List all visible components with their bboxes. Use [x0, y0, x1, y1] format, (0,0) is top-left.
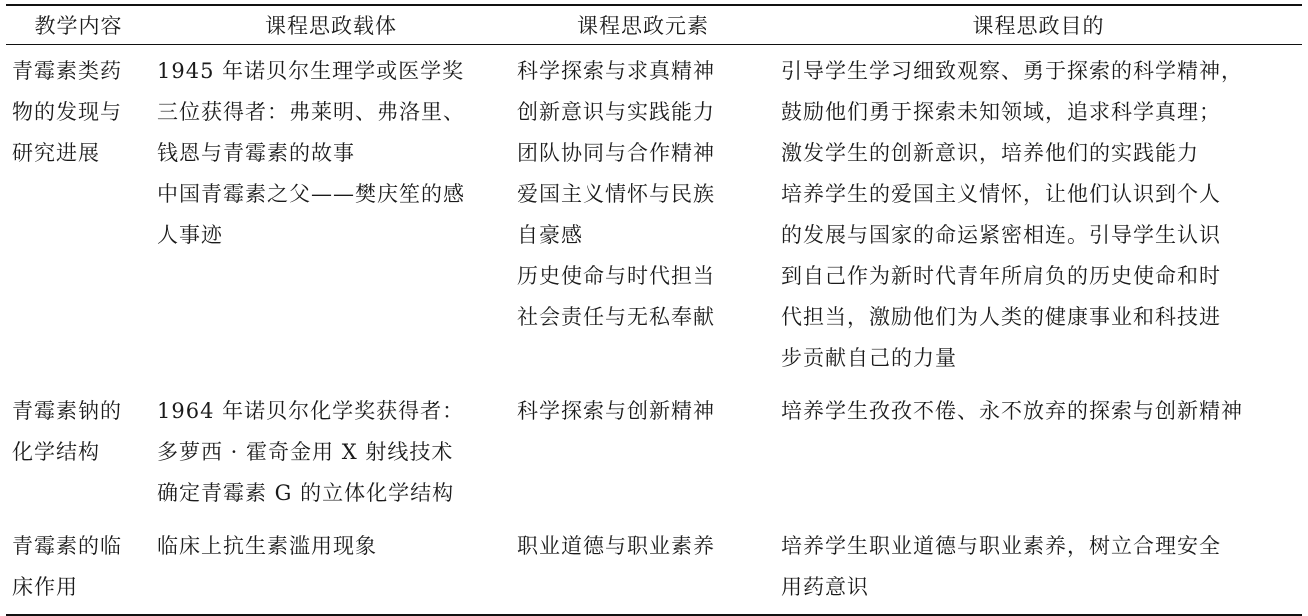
- text-line: 用药意识: [781, 575, 869, 599]
- table-row: [6, 45, 1302, 386]
- header-row: [6, 5, 1302, 45]
- cell-elements: [511, 385, 775, 520]
- text-line: 培养学生孜孜不倦、永不放弃的探索与创新精神: [781, 399, 1243, 423]
- table-row: [6, 385, 1302, 520]
- text-line: 鼓励他们勇于探索未知领域，追求科学真理；: [781, 100, 1221, 124]
- header-purpose: 课程思政目的: [972, 14, 1105, 38]
- text-line: 青霉素钠的: [12, 399, 122, 423]
- text-line: 引导学生学习细致观察、勇于探索的科学精神，: [781, 59, 1243, 83]
- text-line: 职业道德与职业素养: [517, 534, 715, 558]
- text-line: 青霉素的临: [12, 534, 122, 558]
- text-line: 创新意识与实践能力: [517, 100, 715, 124]
- text-line: 自豪感: [517, 223, 583, 247]
- text-line: 步贡献自己的力量: [781, 346, 957, 370]
- text-line: 到自己作为新时代青年所肩负的历史使命和时: [781, 264, 1221, 288]
- text-line: 1964 年诺贝尔化学奖获得者：: [157, 399, 465, 423]
- text-line: 代担当，激励他们为人类的健康事业和科技进: [781, 305, 1221, 329]
- text-line: 物的发现与: [12, 100, 122, 124]
- text-line: 科学探索与求真精神: [517, 59, 715, 83]
- cell-carrier: [151, 520, 511, 615]
- cell-content: [6, 45, 151, 386]
- text-line: 三位获得者：弗莱明、弗洛里、: [157, 100, 465, 124]
- cell-carrier: [151, 385, 511, 520]
- text-line: 化学结构: [12, 440, 100, 464]
- text-line: 中国青霉素之父——樊庆笙的感: [157, 182, 465, 206]
- text-line: 的发展与国家的命运紧密相连。引导学生认识: [781, 223, 1221, 247]
- table-header: [6, 5, 1302, 45]
- header-carrier: 课程思政载体: [265, 14, 397, 38]
- cell-purpose: [775, 385, 1302, 520]
- cell-content: [6, 385, 151, 520]
- text-line: 确定青霉素 G 的立体化学结构: [157, 481, 455, 505]
- cell-content: [6, 520, 151, 615]
- cell-carrier: [151, 45, 511, 386]
- text-line: 青霉素类药: [12, 59, 122, 83]
- text-line: 激发学生的创新意识，培养他们的实践能力: [781, 141, 1199, 165]
- text-line: 培养学生的爱国主义情怀，让他们认识到个人: [781, 182, 1221, 206]
- text-line: 钱恩与青霉素的故事: [157, 141, 355, 165]
- cell-elements: [511, 45, 775, 386]
- text-line: 历史使命与时代担当: [517, 264, 715, 288]
- text-line: 多萝西 · 霍奇金用 X 射线技术: [157, 440, 454, 464]
- cell-purpose: [775, 45, 1302, 386]
- cell-elements: [511, 520, 775, 615]
- header-teaching-content: 教学内容: [34, 14, 123, 38]
- text-line: 1945 年诺贝尔生理学或医学奖: [157, 59, 465, 83]
- text-line: 人事迹: [157, 223, 223, 247]
- header-elements: 课程思政元素: [577, 14, 709, 38]
- text-line: 团队协同与合作精神: [517, 141, 715, 165]
- text-line: 临床上抗生素滥用现象: [157, 534, 377, 558]
- text-line: 培养学生职业道德与职业素养，树立合理安全: [781, 534, 1221, 558]
- text-line: 研究进展: [12, 141, 100, 165]
- text-line: 床作用: [12, 575, 78, 599]
- ideological-course-table: [6, 4, 1302, 616]
- text-line: 社会责任与无私奉献: [517, 305, 715, 329]
- text-line: 科学探索与创新精神: [517, 399, 715, 423]
- table-body: [6, 45, 1302, 616]
- table-row: [6, 520, 1302, 615]
- cell-purpose: [775, 520, 1302, 615]
- text-line: 爱国主义情怀与民族: [517, 182, 715, 206]
